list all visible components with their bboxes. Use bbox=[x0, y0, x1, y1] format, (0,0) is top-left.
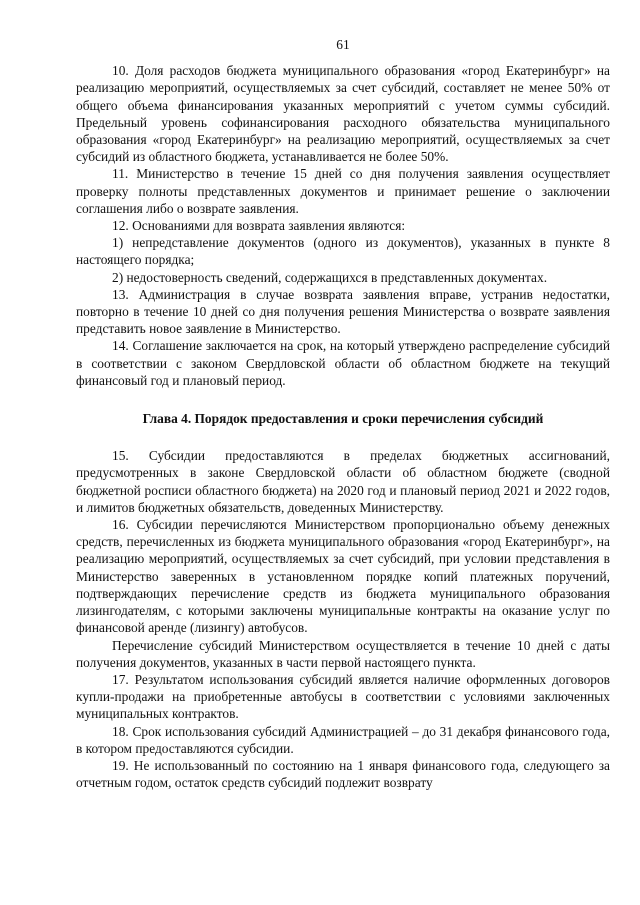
chapter-title: Глава 4. Порядок предоставления и сроки перечисления субсидий bbox=[142, 411, 544, 427]
paragraph-14: 14. Соглашение заключается на срок, на который утверждено распределение субсидий в соответствии с законом Свердловской области об областном бюджете на текущий финансовый год и плановый период. bbox=[76, 338, 610, 388]
page-number: 61 bbox=[336, 37, 350, 52]
paragraph-12-item-2: 2) недостоверность сведений, содержащихся в представленных документах. bbox=[112, 269, 548, 285]
paragraph-16: 16. Субсидии перечисляются Министерством пропорционально объему денежных средств, перечисленных из бюджета муниципального образования «город Екатеринбург», на реализацию мероприятий, осуществляемых за счет субсидий, при условии представления в Министерство заверенных в установленном порядке копий платежных поручений, подтверждающих перечисление средств из бюджета муниципального образования лизингодателям, с которыми заключены муниципальные контракты на оказание услуг по финансовой аренде (лизингу) автобусов. bbox=[76, 517, 610, 636]
paragraph-12-item-1: 1) непредставление документов (одного из документов), указанных в пункте 8 настоящего порядка; bbox=[76, 235, 610, 268]
paragraph-19: 19. Не использованный по состоянию на 1 января финансового года, следующего за отчетным годом, остаток средств субсидий подлежит возврату bbox=[76, 757, 610, 791]
paragraph-18: 18. Срок использования субсидий Администрацией – до 31 декабря финансового года, в котором предоставляются субсидии. bbox=[76, 723, 610, 756]
paragraph-10: 10. Доля расходов бюджета муниципального образования «город Екатеринбург» на реализацию мероприятий, осуществляемых за счет субсидий, составляет не менее 50% от общего объема финансирования указанных мероприятий с учетом суммы субсидий. Предельный уровень софинансирования расходного обязательства муниципального образования «город Екатеринбург» на реализацию мероприятий, осуществляемых за счет субсидий из областного бюджета, устанавливается не более 50%. bbox=[76, 63, 610, 165]
paragraph-12: 12. Основаниями для возврата заявления являются: bbox=[112, 218, 406, 234]
paragraph-16-part-2: Перечисление субсидий Министерством осуществляется в течение 10 дней с даты получения документов, указанных в части первой настоящего пункта. bbox=[76, 637, 610, 670]
paragraph-11: 11. Министерство в течение 15 дней со дня получения заявления осуществляет проверку полноты представленных документов и принимает решение о заключении соглашения либо о возврате заявления. bbox=[76, 166, 610, 216]
paragraph-15: 15. Субсидии предоставляются в пределах бюджетных ассигнований, предусмотренных в законе Свердловской области об областном бюджете (сводной бюджетной росписи областного бюджета) на 2020 год и плановый период 2021 и 2022 годов, и лимитов бюджетных обязательств, доведенных Министерству. bbox=[76, 448, 610, 515]
paragraph-17: 17. Результатом использования субсидий является наличие оформленных договоров купли-продажи на приобретенные автобусы в соответствии с условиями заключенных муниципальных контрактов. bbox=[76, 671, 610, 722]
paragraph-13: 13. Администрация в случае возврата заявления вправе, устранив недостатки, повторно в течение 10 дней со дня получения решения Министерства о возврате заявления представить новое заявление в Министерство. bbox=[76, 286, 610, 337]
